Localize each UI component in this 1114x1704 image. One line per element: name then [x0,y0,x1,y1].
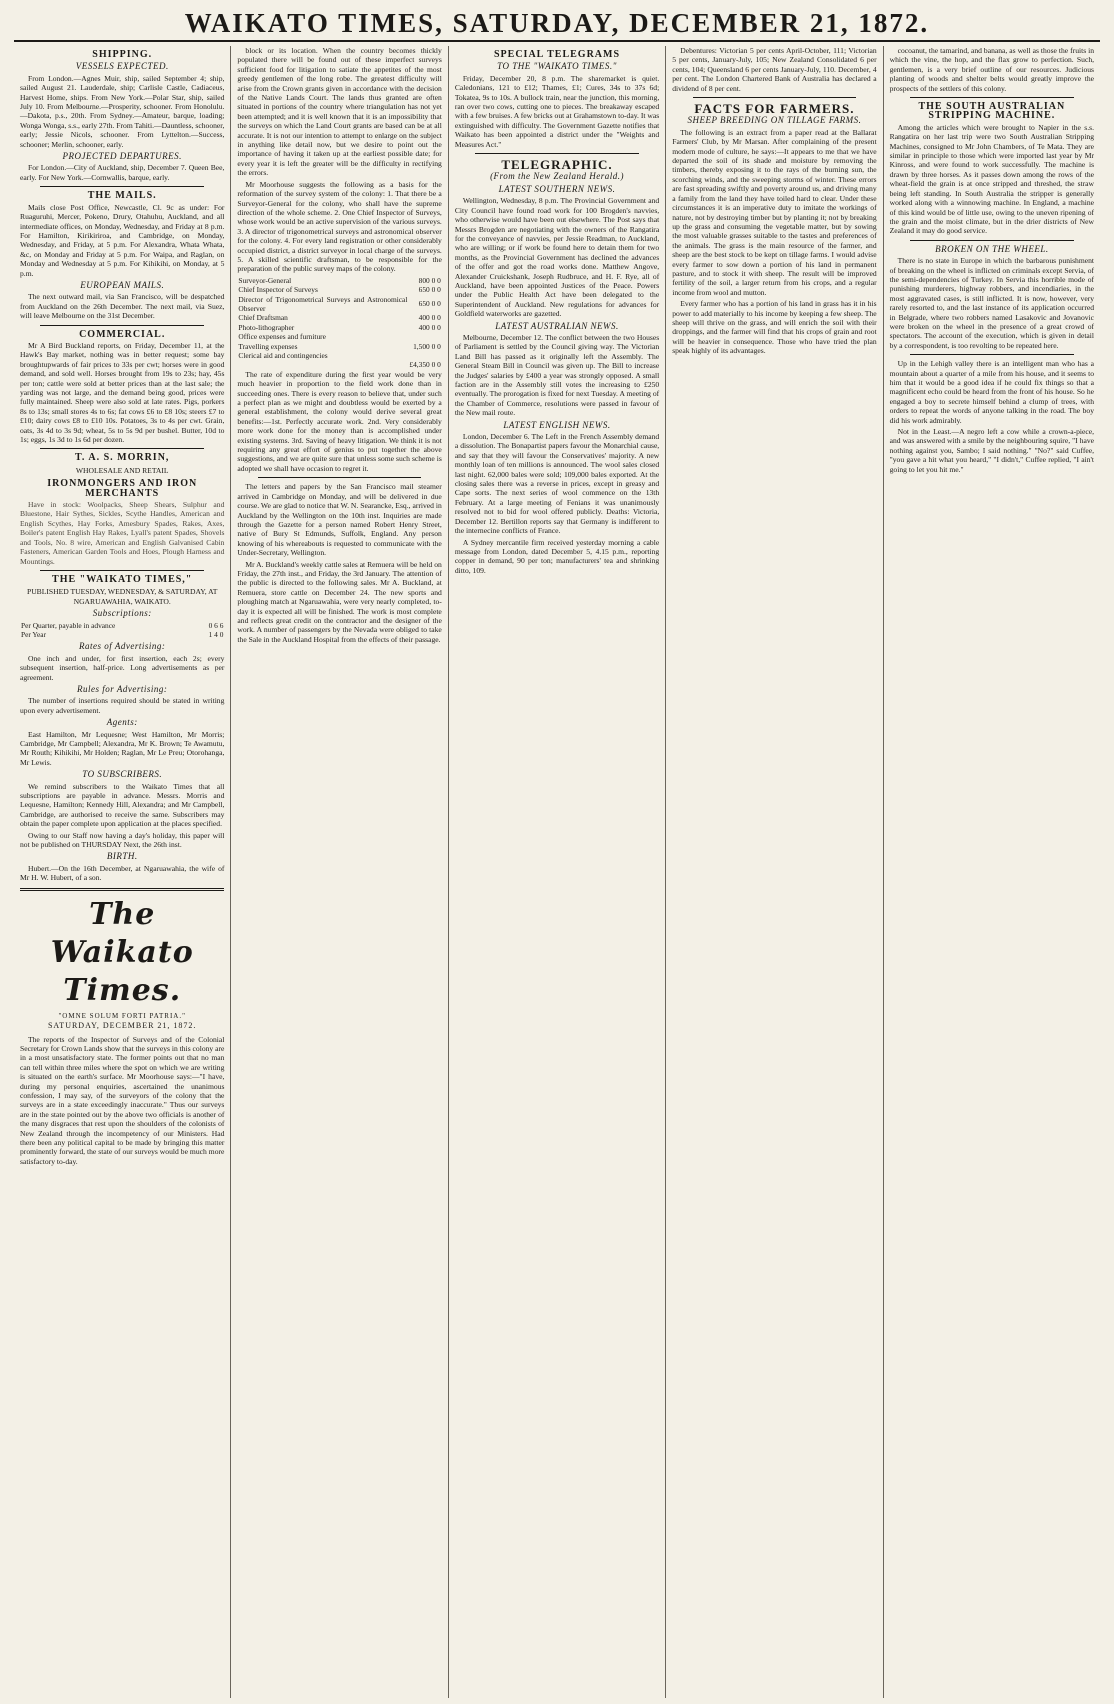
column-1 [14,46,231,1698]
agents-text: East Hamilton, Mr Lequesne; West Hamilton, Mr Morris; Cambridge, Mr Campbell; Alexandra, Mr K. Brown; Te Awamutu, Mr Routh; Kihikihi, Mr Holden; Raglan, Mr Le Preu; Otorohanga, Mr Lewis. [20,729,225,767]
table-value: 800 0 0 [418,275,441,285]
shipping-heading: SHIPPING. [92,49,153,60]
masthead: WAIKATO TIMES, SATURDAY, DECEMBER 21, 1872. [14,6,1100,42]
column-5 [884,46,1100,1698]
subs-label: Per Quarter, payable in advance [21,620,116,630]
subs-heading: Subscriptions: [92,608,152,619]
table-value: 400 0 0 [418,322,441,332]
rates-heading: Rates of Advertising: [79,641,166,652]
wheel-heading: BROKEN ON THE WHEEL. [935,243,1049,254]
special-text: Friday, December 20, 8 p.m. The sharemarket is quiet. Caledonians, 121 to £12; Thames, £1; Cures, 34s to 37s 6d; Tokatea, 9s to 10s. A bullock train, near the junction, this morning, ran over two cows, cutting one to pieces. The breakaway escaped with a few bruises. A few bricks out at Grahamstown to-day. It was extinguished with difficulty. The Government Gazette notifies that Waikato has been appointed a district under the "Weights and Measures Act." [454,73,660,149]
stripper-heading: THE SOUTH AUSTRALIAN STRIPPING MACHINE. [918,101,1066,122]
article-text: cocoanut, the tamarind, and banana, as well as those the fruits in which the vine, the hop, and the flax grow to perfection. Such, gentlemen, is a very brief outline of our resources. Judicious planting of woods and shelter belts would greatly improve the prospects of the settlers of this colony. [889,46,1095,93]
mails-text: Mails close Post Office, Newcastle, Cl. 9c as under: For Ruaguruhi, Mercer, Pokeno, Drury, Otahuhu, Auckland, and all intermediate offices, on Monday, Wednesday, and Friday at 8 p.m. For Hamilton, Kirikiriroa, and Cambridge, on Monday, Wednesday, and Friday, at 5 p.m. For Alexandra, Whata Whata, &c, on Monday and Friday at 5 p.m. For Waipa, and Raglan, on Monday and Wednesday at 5 p.m. For Kihikihi, on Monday, at 5 p.m. [20,202,225,278]
divider [40,570,204,571]
nameplate: The Waikato Times. [50,896,194,1008]
sheep-text-continued: Every farmer who has a portion of his land in grass has it in his power to add materially to his income by keeping a few sheep. The sheep will thrive on the grass, and will enrich the soil with their droppings, and the farmer will find that his crops of grain and root will be heavier in consequence. Those who have tried the plan speak highly of its advantages. [672,299,877,356]
article-text: The rate of expenditure during the first year would be very much heavier in proportion to the field work done than in succeeding ones. There is every reason to believe that, under such a perfect plan as we might and doubtless would be exerted by a general establishment, the colony would derive several great benefits:—1st. Perfectly accurate work. 2nd. Very considerably more work done for the money than is accomplished under existing systems. 3rd. Saving of heavy litigation. We think it is not requiring any great effort of genius to put together the above suggestions, and we are quite sure that unless some such scheme is adopted we shall have occasion to regret it. [237,369,442,473]
article-text: Mr Moorhouse suggests the following as a basis for the reformation of the survey system of the colony: 1. That there be a Surveyor-General for the colony, who shall have the supreme direction of the whole scheme. 2. One Chief Inspector of Surveys, whose work would be an active supervision of the various surveys. 3. A director of trigonometrical surveys and astronomical observer for the colony. 4. For every land registration or other considerably occupied district, a district surveyor in local charge of the surveys. 5. A skilled scientific draftsman, to be responsible for the preparation of the public survey maps of the colony. [237,179,442,274]
rules-text: The number of insertions required should be stated in writing upon every advertisement. [20,696,225,715]
english-text: London, December 6. The Left in the French Assembly demand a dissolution. The Bonapartist papers favour the Monarchial cause, and say that they will favour the Conservatives' majority. A new monthly loan of ten millions is announced. The wool sales closed last night. 62,000 bales were sold; 109,000 bales exported. At the closing sales there was a reverse in prices, except in greasy and Cape sorts. The next series of wool commence on the 13th February. At a large meeting of Fenians it was unanimously resolved not to bid for wool offered publicly. Deaths: Victoria, December 12. Bertillon reports say that Germany is indifferent to the internecine conflicts of France. [454,432,660,536]
table-value: 650 0 0 [418,299,441,309]
divider [40,448,204,449]
sheep-text: The following is an extract from a paper read at the Ballarat Farmers' Club, by Mr Marsan. After complaining of the present modern mode of culture, he says:—It appears to me that we have departed the soil of its shade and moisture by removing the timbers, thereby exposing it to the rays of the burning sun, the scorching winds, and the sweeping storms of winter. These errors are fast spreading swiftly and poverty around us, and driving many a family from the land they have toiled hard to clear. Under these circumstances it is an imperative duty to imitate the workings of nature, not by destroying timber but by planting it; not by breaking up the grass and consuming the vegetable matter, but by sowing the most valuable grasses suitable to the tastes and preferences of the animals. The grass is the main resource of the farmer, and sheep are the best stock to be kept on tillage farms. I would advise every farmer to sow down a portion of his land in permanent pasture, and to stock it with sheep. The result will be improved fertility of the soil, a larger return from his crops, and a regular income from wool and mutton. [672,127,877,297]
commercial-cable: A Sydney mercantile firm received yesterday morning a cable message from London, dated December 5, 4.15 p.m., reporting copper in demand, 90 per ton; manufacturers' tea and shrinking ditto, 109. [454,537,660,575]
divider [20,888,224,891]
agents-heading: Agents: [106,717,138,728]
table-row [237,351,441,360]
table-label: Director of Trigonometrical Surveys and Astronomical Observer [238,294,408,313]
table-label: Chief Draftsman [238,313,288,323]
departures-heading: PROJECTED DEPARTURES. [62,151,182,162]
morrin-trade: IRONMONGERS AND IRON MERCHANTS [47,478,198,499]
table-label: Chief Inspector of Surveys [238,285,318,295]
divider [910,354,1074,355]
subscriptions-table [20,621,224,640]
farmers-heading: FACTS FOR FARMERS. [694,101,855,117]
divider [910,97,1074,98]
echo-text: Up in the Lehigh valley there is an intelligent man who has a mountain about a quarter of a mile from his house, and it seems to him that it would be a good idea if he could fix things so that a magnificent echo could be heard from the front of his house. So he engaged a boy to secrete himself behind a clump of trees, with orders to repeat the words of anyone talking in the road. The boy did his work admirably. [889,359,1095,425]
special-heading: SPECIAL TELEGRAMS [494,49,621,60]
table-label: Office expenses and furniture [238,332,326,342]
rules-heading: Rules for Advertising: [77,683,168,694]
table-value [408,351,441,360]
table-value: 400 0 0 [418,313,441,323]
table-label [237,360,408,369]
columns [14,46,1100,1698]
wheel-text: There is no state in Europe in which the barbarous punishment of breaking on the wheel is inflicted on criminals except Servia, of the semi-dependencies of Turkey. In Servia this horrible mode of punishing murderers, highway robbers, and incendiaries, in the most aggravated cases, is still inflicted. It is now, however, very rarely resorted to, and the last instance of its application occurred in Belgrade, where two robbers named Lasakovic and Jovanovic were broken on the wheel in the presence of a great crowd of spectators. The account of the execution, which is given in detail by a correspondent, is too revolting to be repeated here. [889,256,1095,350]
stripper-text: Among the articles which were brought to Napier in the s.s. Rangatira on her last trip were two South Australian Stripping Machines, consigned to Mr John Chambers, of Te Mata. They are similar in principle to those which were imported last year by Mr Kinross, and were found to work successfully. The machine is drawn by three horses. As it passes down among the rows of the wheat-field the grain is at once stripped and threshed, the straw being left standing. In South Australia the stripper is generally worked along with a winnowing machine. In England, a machine of this kind would be of little use, owing to the uneven ripening of the grain and the moist climate, but in the drier districts of New Zealand it may do good service. [889,122,1095,236]
divider [258,477,422,478]
mails-heading: THE MAILS. [87,190,157,202]
southern-heading: LATEST SOUTHERN NEWS. [498,183,616,194]
table-row [237,332,441,341]
table-row [237,295,441,314]
table-row [237,342,441,351]
finance-text: Debentures: Victorian 5 per cents April-October, 111; Victorian 5 per cents, January-July, 105; New Zealand Consolidated 6 per cents, 104; Queensland 6 per cents January-July, 110. December, 4 per cent. The London Chartered Bank of Australia has declared a dividend of 8 per cent. [672,46,877,93]
commercial-text: Mr A Bird Buckland reports, on Friday, December 11, at the Hawk's Bay market, nothing was in better request; some bay broughtupwards of fair prices to 33s per cwt; horses were in good demand, and sold well. Horses brought from 19s to 23s; hay, 45s per ton; cattle were sold at better prices than at the last sale; the yarding was not large, and the demand being good, prices were fully maintained. Sheep were also sold at late rates. Pigs, porkers 8s to 13s; small stores 4s to 6s; fat cows £6 to £8 10s; steers £7 to £10; dairy cows £8 to £10 10s. Potatoes, 3s to 4s per cwt. Grain, oats, 3s 4d to 3s 9d; wheat, 5s to 5s 9d per bushel. Butter, 10d to 1s; eggs, 1s 3d to 1s 6d per dozen. [20,340,225,445]
estimate-table [237,276,441,370]
table-row [20,621,224,630]
article-text: The letters and papers by the San Francisco mail steamer arrived in Cambridge on Monday, and will be delivered in due course. We are glad to notice that W. N. Searancke, Esq., arrived in Auckland by the Wellington on the 10th inst. Inquiries are made through the Gazette for a person named Robert Henry Street, native of Bury St Edmunds, Suffolk, England. Any person knowing of his whereabouts is requested to communicate with the Under-Secretary, Wellington. [237,482,442,558]
southern-text: Wellington, Wednesday, 8 p.m. The Provincial Government and City Council have found road work for 100 Brogden's navvies, who otherwise would have been out elsewhere. The Post says that Messrs Brogden are negotiating with the owners of the Rangatira for the conveyance of navvies, per Jessie Readman, to Auckland, who are willing; or if work be found here to detain them for two months, as the Provincial Government has declined the advances of the offer and got the road works done. Matthew Angove, Alexander Cruickshank, Joseph Rudbruce, and H. F. Rye, all of Auckland, have been appointed Justices of the Peace. Powers under the Public Health Act have been delegated to the Superintendent of Auckland. New regulations for advances for Goldfield waterworks are gazetted. [454,196,660,319]
telegraphic-sub: (From the New Zealand Herald.) [490,171,624,182]
morrin-sub: WHOLESALE AND RETAIL [75,465,169,475]
table-value [408,332,441,341]
article-text: block or its location. When the country becomes thickly populated there will be found out of these imperfect surveys sufficient food for litigation to satiate the appetites of the most greedy gentlemen of the long robe. The greatest difficulty will arise from the Crown grants given in accordance with the decision of the Native Lands Court. The lands thus granted are often situated in portions of the country where triangulation has not yet been attempted; and it is well known that it is an impossibility that the surveys on which the Land Court grants are based can be at all accurate. It is not our intention to attempt to enlarge on the subject in anything like detail now, but we desire to point out the importance of having it taken up at the earliest possible date; for every year it is left the greater will be the difficulty in rectifying the errors. [237,46,442,178]
joke-text: Not in the Least.—A negro left a cow while a crown-a-piece, and was answered with a smile by the neighbouring squire, "I have nothing against you, Sambo; I said nothing." "No?" said Cuffee, "you gave a hit what you heard," "I didn't," Cuffee replied, "I ain't going to let you hit me." [889,427,1095,474]
morrin-name: T. A. S. MORRIN, [74,452,170,464]
table-total: £4,350 0 0 [409,360,441,370]
column-3 [449,46,666,1698]
birth-text: Hubert.—On the 16th December, at Ngaruawahia, the wife of Mr H. W. Hubert, of a son. [20,863,225,883]
table-row [237,285,441,294]
departures-text: For London.—City of Auckland, ship, December 7. Queen Bee, early. For New York.—Cornwallis, barque, early. [20,163,225,182]
special-sub: TO THE "WAIKATO TIMES." [497,61,617,72]
holiday-notice: Owing to our Staff now having a day's holiday, this paper will not be published on THURSDAY Next, the 26th inst. [20,830,225,850]
tosubs-heading: TO SUBSCRIBERS. [82,769,163,780]
article-text: Mr A. Buckland's weekly cattle sales at Remuera will be held on Friday, the 27th inst., and Friday, the 3rd January. The attention of the public is directed to the following sales. Mr A. Buckland, at Remuera, store cattle on December 24. The new sports and ploughing match at Ngaruawahia, were very nearly completed, to-day it is expected all will be finished. The work is most complete and reflects great credit on the contractor and the designer of the work. A number of passengers by the Nevada were obliged to take the Sale in the Auckland Hospital from the effects of their passage. [237,559,442,644]
table-label: Photo-lithographer [238,322,295,332]
birth-heading: BIRTH. [106,851,138,862]
motto: "OMNE SOLUM FORTI PATRIA." [58,1011,186,1020]
commercial-heading: COMMERCIAL. [79,328,166,340]
subs-label: Per Year [21,629,47,639]
vessels-text: From London.—Agnes Muir, ship, sailed September 4; ship, sailed August 21. Lauderdale, ship; Carlisle Castle, Cadiaceus, Harvest Home, ships. From New York.—Polar Star, ship, sailed July 10. From Melbourne.—Prosperity, schooner. From Honolulu.—Dakota, p.s., 20th. From Sydney.—Amateur, barque, loading; Wonga Wonga, s.s., early 27th. From Tahiti.—Dauntless, schooner, early; Jessie Nicols, schooner. From Lyttelton.—Success, schooner; Merlin, schooner, early. [20,73,225,149]
australian-heading: LATEST AUSTRALIAN NEWS. [495,320,619,331]
table-row [237,313,441,322]
table-value: 1,500 0 0 [413,341,441,351]
issue-date: SATURDAY, DECEMBER 21, 1872. [47,1021,197,1031]
subs-value: 0 6 6 [208,620,224,630]
telegraphic-heading: TELEGRAPHIC. [501,157,613,173]
subs-value: 1 4 0 [208,629,224,639]
morrin-stock: Have in stock: Woolpacks, Sheep Shears, Sulphur and Bluestone, Hair Sythes, Sickles, Scythe Handles, American and English Scythes, Hay Forks, Amesbury Spades, Rakes, Axes, Boiler's patent English Hay Rakes, Lyall's patent Spades, Shovels and Tools, No. 8 wire, American and English Galvanised Cabin Fasteners, American Garden Tools and Hoes, Plough Harness and Mountings. [20,500,225,566]
table-label: Travelling expenses [238,341,298,351]
divider [475,153,639,154]
table-value: 650 0 0 [418,285,441,295]
vessels-heading: VESSELS EXPECTED. [75,61,169,72]
sheep-heading: SHEEP BREEDING ON TILLAGE FARMS. [687,115,862,126]
european-heading: EUROPEAN MAILS. [80,279,165,290]
table-row [237,323,441,332]
table-label: Clerical aid and contingencies [238,351,328,360]
divider [40,325,204,326]
table-row [237,360,441,369]
table-label: Surveyor-General [238,275,292,285]
editorial-text: The reports of the Inspector of Surveys and of the Colonial Secretary for Crown Lands show that the surveys in this colony are in a most unsatisfactory state. The former points out that no man can tell within three miles where the spot on which we are writing is situated on the earth's surface. Mr Moorhouse says:—"I have, during my personal enquiries, ascertained the unanimous confession, I may say, of the surveyors of the colony that the surveys are in a state exceedingly inaccurate." Thus our surveys are in the state pointed out by the above two officials is another of the many disgraces that rest upon the shoulders of the colonists of New Zealand through the incompetency of our Ministers. Had there been any political capital to be made by bringing this matter prominently forward, the state of our surveys would be much more satisfactory to-day. [20,1034,225,1166]
table-row [20,630,224,639]
table-row [237,276,441,285]
english-heading: LATEST ENGLISH NEWS. [503,419,611,430]
paper-heading: THE "WAIKATO TIMES," [52,573,193,585]
australian-text: Melbourne, December 12. The conflict between the two Houses of Parliament is settled by the Council giving way. The Victorian Land Bill has passed as it originally left the Assembly. The General Steam Bill in Council was given up. The Bill to increase the Judges' salaries by £400 a year was strongly opposed. A small faction are in the Assembly still votes the increasing to £250 eventually. The prorogation is fixed for next Tuesday. A meeting of the Chamber of Commerce, resolutions were passed in favour of the New mail route. [454,332,660,418]
tosubs-text: We remind subscribers to the Waikato Times that all subscriptions are payable in advance. Messrs. Morris and Lequesne, Hamilton; Kennedy Hill, Alexandra; and Mr Campbell, Cambridge, are authorised to receive the same. Subscribers may obtain the paper complete upon application at the places specified. [20,781,225,829]
column-4 [666,46,883,1698]
divider [693,97,857,98]
column-2 [231,46,448,1698]
divider [40,186,204,187]
european-text: The next outward mail, via San Francisco, will be despatched from Auckland on the 26th December. The next mail, via Suez, will leave Melbourne on the 31st December. [20,292,225,321]
divider [910,240,1074,241]
rates-text: One inch and under, for first insertion, each 2s; every subsequent insertion, half-price. Long advertisements as per agreement. [20,653,225,682]
paper-sub: PUBLISHED TUESDAY, WEDNESDAY, & SATURDAY, AT NGARUAWAHIA, WAIKATO. [26,587,218,606]
